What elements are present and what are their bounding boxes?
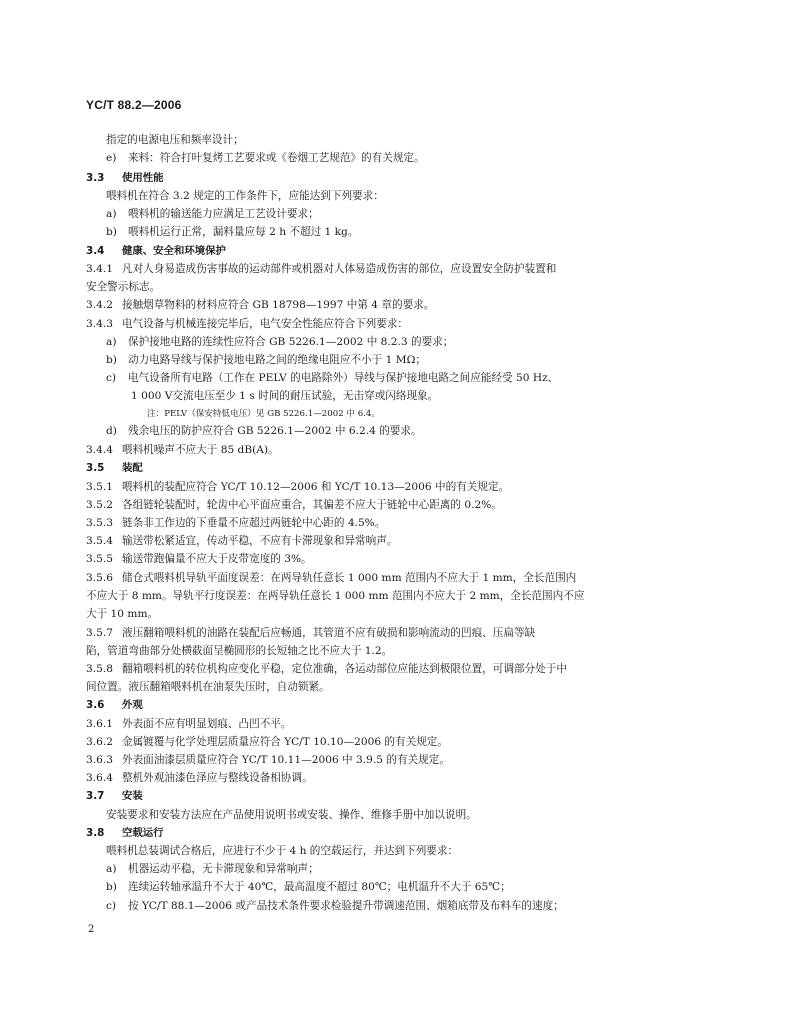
- clause-line: 3.6.1 外表面不应有明显划痕、凸凹不平。: [86, 718, 292, 730]
- clause-line: 3.5.8 翻箱喂料机的转位机构应变化平稳，定位准确，各运动部位应能达到极限位置，可调部分处于中: [86, 663, 567, 675]
- list-item: c) 电气设备所有电路（工作在 PELV 的电路除外）导线与保护接地电路之间应能经受 50 Hz、: [106, 372, 559, 384]
- clause-line: 3.4.1 凡对人身易造成伤害事故的运动部件或机器对人体易造成伤害的部位，应设置安全防护装置和: [86, 263, 557, 275]
- clause-line: 3.5.5 输送带跑偏量不应大于皮带宽度的 3%。: [86, 553, 312, 565]
- list-item: e) 来料：符合打叶复烤工艺要求或《卷烟工艺规范》的有关规定。: [106, 152, 425, 164]
- clause-line: 3.5.2 各组链轮装配时，轮齿中心平面应重合，其偏差不应大于链轮中心距离的 0.2%。: [86, 499, 502, 511]
- list-item: d) 残余电压的防护应符合 GB 5226.1—2002 中 6.2.4 的要求。: [106, 425, 422, 437]
- clause-line: 3.4.4 喂料机噪声不应大于 85 dB(A)。: [86, 444, 279, 456]
- clause-line: 3.5.7 液压翻箱喂料机的油路在装配后应畅通，其管道不应有破损和影响流动的凹痕、压扁等缺: [86, 627, 536, 639]
- text-line: 喂料机在符合 3.2 规定的工作条件下，应能达到下列要求：: [106, 190, 384, 202]
- list-item: c) 按 YC/T 88.1—2006 或产品技术条件要求检验提升带调速范围、烟箱底带及布料车的速度；: [106, 900, 564, 912]
- text-line: 1 000 V交流电压至少 1 s 时间的耐压试验，无击穿或闪络现象。: [131, 390, 439, 402]
- standard-code: YC/T 88.2—2006: [86, 98, 182, 112]
- clause-line: 3.4.2 接触烟草物料的材料应符合 GB 18798—1997 中第 4 章的要求。: [86, 299, 435, 311]
- list-item: b) 动力电路导线与保护接地电路之间的绝缘电阻应不小于 1 MΩ；: [106, 354, 426, 366]
- text-line: 安装要求和安装方法应在产品使用说明书或安装、操作、维修手册中加以说明。: [106, 809, 477, 821]
- text-line: 不应大于 8 mm。导轨平行度误差：在两导轨任意长 1 000 mm 范围内不应大于 2 mm，全长范围内不应: [86, 590, 585, 602]
- list-item: a) 机器运动平稳，无卡滞现象和异常响声；: [106, 863, 319, 875]
- clause-line: 3.5.6 储仓式喂料机导轨平面度误差：在两导轨任意长 1 000 mm 范围内不应大于 1 mm，全长范围内: [86, 572, 577, 584]
- text-line: 指定的电源电压和频率设计；: [106, 134, 244, 146]
- section-heading: 3.5 装配: [86, 462, 143, 474]
- clause-line: 3.6.4 整机外观油漆色泽应与整线设备相协调。: [86, 772, 313, 784]
- section-heading: 3.3 使用性能: [86, 172, 164, 184]
- text-line: 安全警示标志。: [86, 281, 161, 293]
- section-heading: 3.4 健康、安全和环境保护: [86, 245, 226, 257]
- page-number: 2: [88, 924, 95, 935]
- clause-line: 3.6.2 金属镀覆与化学处理层质量应符合 YC/T 10.10—2006 的有关规定。: [86, 736, 448, 748]
- clause-line: 3.5.4 输送带松紧适宜，传动平稳，不应有卡滞现象和异常响声。: [86, 535, 398, 547]
- text-line: 陷，管道弯曲部分处横截面呈椭圆形的长短轴之比不应大于 1.2。: [86, 645, 393, 657]
- list-item: a) 保护接地电路的连续性应符合 GB 5226.1—2002 中 8.2.3 的要求；: [106, 336, 454, 348]
- clause-line: 3.5.3 链条非工作边的下垂量不应超过两链轮中心距的 4.5%。: [86, 517, 386, 529]
- clause-line: 3.4.3 电气设备与机械连接完毕后，电气安全性能应符合下列要求：: [86, 318, 409, 330]
- clause-line: 3.6.3 外表面油漆层质量应符合 YC/T 10.11—2006 中 3.9.5 的有关规定。: [86, 754, 450, 766]
- section-heading: 3.6 外观: [86, 699, 143, 711]
- clause-line: 3.5.1 喂料机的装配应符合 YC/T 10.12—2006 和 YC/T 10.13—2006 中的有关规定。: [86, 481, 510, 493]
- note-line: 注：PELV（保安特低电压）见 GB 5226.1—2002 中 6.4。: [147, 409, 380, 419]
- list-item: a) 喂料机的输送能力应满足工艺设计要求；: [106, 208, 319, 220]
- text-line: 大于 10 mm。: [86, 608, 159, 620]
- section-heading: 3.8 空载运行: [86, 827, 164, 839]
- list-item: b) 连续运转轴承温升不大于 40℃，最高温度不超过 80℃；电机温升不大于 65℃；: [106, 881, 511, 893]
- section-heading: 3.7 安装: [86, 790, 143, 802]
- text-line: 间位置。液压翻箱喂料机在油泵失压时，自动锁紧。: [86, 681, 330, 693]
- list-item: b) 喂料机运行正常，漏料量应每 2 h 不超过 1 kg。: [106, 226, 359, 238]
- text-line: 喂料机总装调试合格后，应进行不少于 4 h 的空载运行，并达到下列要求：: [106, 845, 459, 857]
